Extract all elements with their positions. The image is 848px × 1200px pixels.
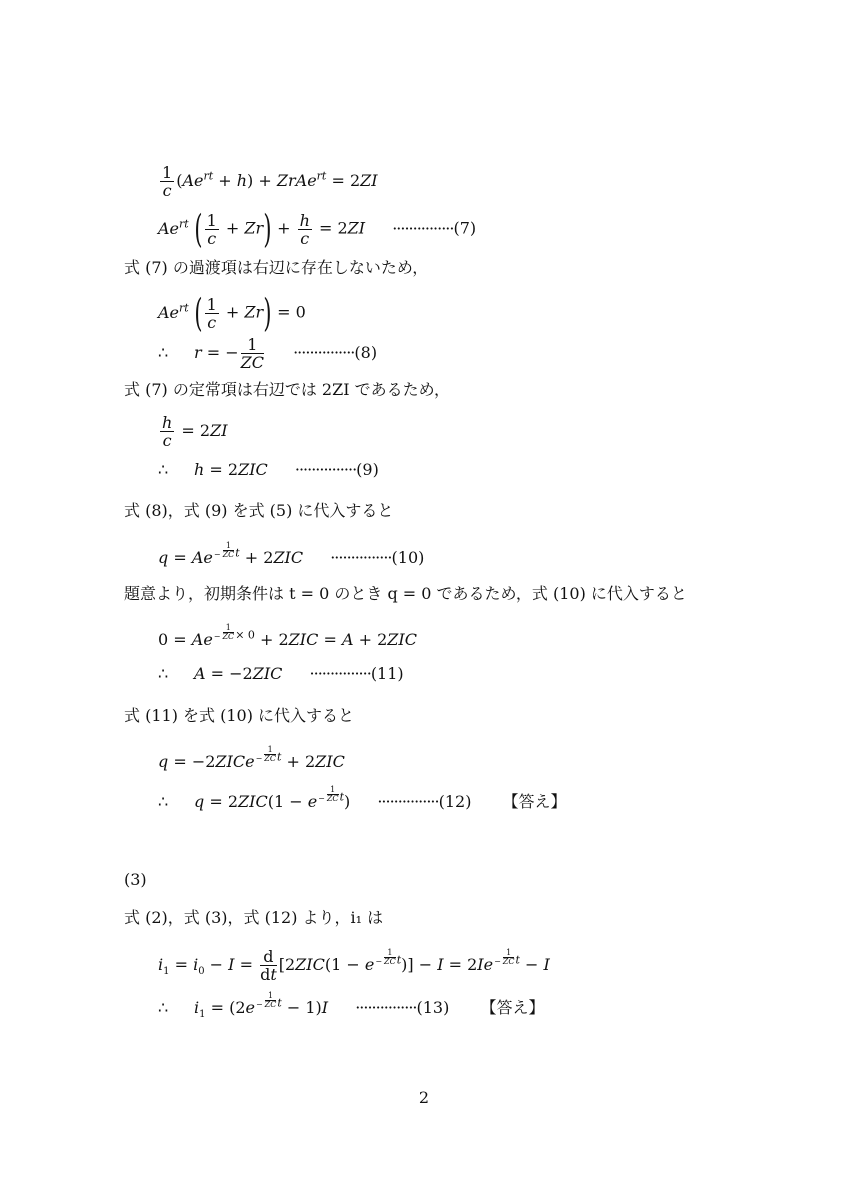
equation-line-8: 0 = Ae− $\frac{1}{ZC}$ $^{\times 0}$ + 2ZIC = A + 2ZIC [158,623,417,649]
text-line-3: 式 (8)，式 (9) を式 (5) に代入すると [124,501,394,520]
equation-line-5: $\frac{h}{c}$ = 2ZI [162,413,228,450]
text-line-4: 題意より，初期条件は t = 0 のとき q = 0 であるため，式 (10) に代入すると [124,584,687,603]
equation-line-2: $Ae^{rt}$ ( $\frac{1}{c}$ + Zr) + $\frac{h}{c}$ = 2ZI ···············(7) [158,207,477,251]
equation-line-3: $Ae^{rt}$ ( $\frac{1}{c}$ + Zr) = 0 [158,291,306,335]
section-heading: (3) [124,870,147,889]
text-line-1: 式 (7) の過渡項は右辺に存在しないため， [124,258,429,277]
answer-mark: 【答え】 [502,792,567,811]
equation-line-11: ∴ q = 2ZIC(1 − e− $\frac{1}{ZC}$ $^t$) ···············(12) 【答え】 [158,785,567,811]
equation-label-9: (9) [356,460,379,479]
equation-line-10: q = −2ZICe− $\frac{1}{ZC}$ $^t$ + 2ZIC [158,745,345,771]
equation-line-6: ∴ h = 2ZIC ···············(9) [158,460,379,479]
equation-line-4: ∴ r = − $\frac{1}{ZC}$ ···············(8) [158,335,378,372]
equation-line-9: ∴ A = −2ZIC ···············(11) [158,664,404,683]
equation-line-1: $\frac{1}{c}$ $(Ae^{rt} + h)$ + ZrAe$^{rt}$ = 2ZI [162,163,378,200]
equation-label-10: (10) [391,548,425,567]
equation-line-12: $i_1 = i_0 - I$ = $\frac{d}{dt}$ [2ZIC(1 − e− $\frac{1}{ZC}$ $^t$)] − I = 2Ie− $\frac{1}{ZC}$ $^t$ − I [158,947,550,984]
text-line-5: 式 (11) を式 (10) に代入すると [124,706,355,725]
answer-mark-2: 【答え】 [480,998,545,1017]
equation-line-7: q = Ae− $\frac{1}{ZC}$ $^t$ + 2ZIC ···············(10) [158,541,425,567]
text-line-6: 式 (2)，式 (3)，式 (12) より，i₁ は [124,908,384,927]
equation-label-7: (7) [453,218,477,238]
equation-line-13: ∴ $i_1 = (2e-$ $\frac{1}{ZC}$ $^t$ − 1)I ···············(13) 【答え】 [158,991,545,1021]
page-number: 2 [418,1088,430,1107]
equation-label-11: (11) [370,664,404,683]
equation-label-13: (13) [416,998,450,1017]
equation-label-8: (8) [354,343,378,362]
text-line-2: 式 (7) の定常項は右辺では 2ZI であるため， [124,380,450,399]
equation-label-12: (12) [438,792,472,811]
